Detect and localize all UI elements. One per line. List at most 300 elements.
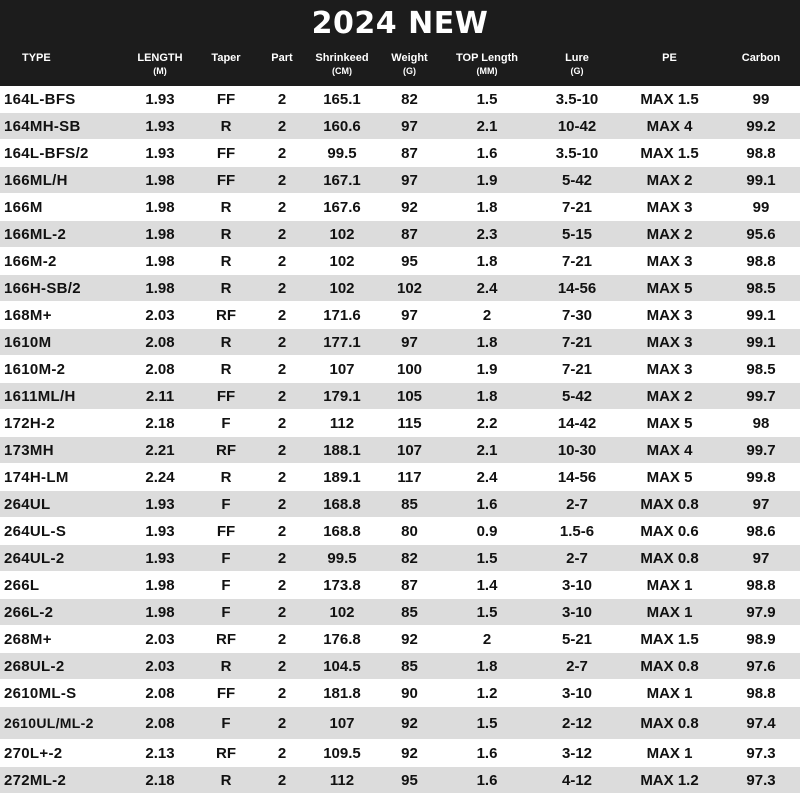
table-cell-type: 264UL-2 (4, 549, 65, 567)
table-cell-lure: 5-21 (561, 630, 593, 648)
table-cell-pe: MAX 1 (646, 603, 693, 621)
table-cell-type: 166H-SB/2 (4, 279, 81, 297)
table-cell-part: 2 (277, 279, 287, 297)
table-row (0, 113, 800, 140)
table-cell-type: 264UL-S (4, 522, 67, 540)
table-cell-length: 2.11 (145, 387, 175, 405)
table-cell-type: 1610M-2 (4, 360, 66, 378)
table-cell-lure: 5-42 (561, 387, 593, 405)
table-cell-part: 2 (277, 360, 287, 378)
table-cell-weight: 97 (401, 333, 418, 351)
table-cell-type: 172H-2 (4, 414, 55, 432)
table-cell-weight: 115 (397, 414, 422, 432)
table-cell-length: 1.98 (145, 603, 175, 621)
table-row (0, 167, 800, 194)
table-row (0, 767, 800, 794)
table-cell-part: 2 (277, 576, 287, 594)
table-cell-pe: MAX 3 (646, 333, 693, 351)
table-cell-top-length: 1.5 (476, 90, 498, 108)
table-cell-lure: 3-10 (561, 684, 593, 702)
column-header-taper (190, 52, 262, 78)
table-cell-lure: 2-12 (561, 714, 593, 732)
page-title: 2024 NEW (311, 6, 489, 41)
table-cell-type: 166ML-2 (4, 225, 67, 243)
table-cell-weight: 97 (401, 117, 418, 135)
table-cell-lure: 5-42 (561, 171, 593, 189)
table-cell-weight: 82 (401, 549, 418, 567)
table-cell-pe: MAX 1.5 (640, 90, 699, 108)
table-cell-carbon: 98.8 (746, 684, 776, 702)
table-cell-top-length: 1.8 (476, 333, 498, 351)
table-cell-lure: 7-21 (561, 360, 593, 378)
table-cell-carbon: 98.6 (746, 522, 776, 540)
table-cell-carbon: 97.3 (746, 744, 776, 762)
table-cell-shrinkeed: 167.1 (323, 171, 361, 189)
table-cell-lure: 10-30 (557, 441, 597, 459)
table-row (0, 572, 800, 599)
table-cell-lure: 3-12 (561, 744, 593, 762)
table-cell-carbon: 98 (752, 414, 770, 432)
table-cell-shrinkeed: 102 (329, 225, 355, 243)
table-cell-part: 2 (277, 522, 287, 540)
table-cell-lure: 2-7 (566, 549, 588, 567)
column-header-pe (617, 52, 722, 78)
table-cell-part: 2 (277, 744, 287, 762)
column-header-label: TYPE (22, 52, 51, 64)
spec-table (0, 86, 800, 794)
table-cell-pe: MAX 4 (646, 117, 693, 135)
table-cell-length: 2.08 (145, 360, 175, 378)
column-header-type (0, 52, 130, 78)
column-header-label: Carbon (741, 52, 781, 64)
table-cell-length: 1.98 (145, 279, 175, 297)
table-row (0, 194, 800, 221)
table-cell-weight: 107 (396, 441, 423, 459)
table-cell-shrinkeed: 102 (329, 603, 355, 621)
table-row (0, 545, 800, 572)
table-cell-type: 164MH-SB (4, 117, 81, 135)
table-row (0, 599, 800, 626)
table-cell-taper: RF (216, 744, 236, 762)
table-cell-part: 2 (277, 225, 287, 243)
table-cell-lure: 14-56 (557, 468, 597, 486)
table-cell-part: 2 (277, 441, 287, 459)
table-cell-part: 2 (277, 333, 287, 351)
table-cell-top-length: 1.2 (476, 684, 498, 702)
column-header-label: Taper (211, 52, 241, 64)
table-cell-shrinkeed: 189.1 (323, 468, 361, 486)
table-cell-part: 2 (277, 198, 287, 216)
table-cell-lure: 3-10 (561, 603, 593, 621)
table-cell-length: 2.08 (145, 684, 175, 702)
table-cell-taper: R (220, 771, 232, 789)
table-row (0, 275, 800, 302)
table-cell-shrinkeed: 168.8 (323, 495, 361, 513)
table-cell-type: 174H-LM (4, 468, 69, 486)
table-row (0, 707, 800, 740)
table-row (0, 140, 800, 167)
table-cell-taper: FF (216, 387, 236, 405)
table-cell-lure: 14-56 (557, 279, 597, 297)
table-cell-carbon: 99.8 (746, 468, 776, 486)
table-cell-carbon: 99.1 (746, 171, 776, 189)
table-cell-top-length: 1.5 (476, 714, 498, 732)
table-cell-taper: R (220, 657, 232, 675)
table-cell-taper: R (220, 279, 232, 297)
table-cell-pe: MAX 3 (646, 306, 693, 324)
table-cell-shrinkeed: 102 (329, 252, 355, 270)
table-cell-pe: MAX 5 (646, 279, 693, 297)
table-cell-taper: RF (216, 306, 236, 324)
table-row (0, 464, 800, 491)
table-cell-top-length: 1.6 (476, 144, 498, 162)
table-cell-length: 2.08 (145, 333, 175, 351)
table-cell-shrinkeed: 179.1 (323, 387, 361, 405)
table-cell-part: 2 (277, 387, 287, 405)
table-cell-type: 272ML-2 (4, 771, 67, 789)
table-cell-lure: 4-12 (561, 771, 593, 789)
table-cell-carbon: 98.5 (746, 279, 776, 297)
table-cell-carbon: 97 (752, 549, 770, 567)
table-cell-length: 1.98 (145, 225, 175, 243)
table-cell-lure: 5-15 (561, 225, 593, 243)
table-cell-pe: MAX 4 (646, 441, 693, 459)
table-cell-weight: 82 (401, 90, 418, 108)
table-cell-top-length: 2.1 (476, 441, 498, 459)
table-cell-top-length: 2.1 (476, 117, 498, 135)
table-cell-lure: 14-42 (557, 414, 597, 432)
table-cell-weight: 100 (396, 360, 423, 378)
table-cell-carbon: 97.9 (746, 603, 776, 621)
table-cell-taper: R (220, 333, 232, 351)
table-cell-carbon: 99.2 (746, 117, 776, 135)
table-cell-pe: MAX 2 (646, 225, 693, 243)
table-cell-pe: MAX 3 (646, 198, 693, 216)
table-cell-weight: 90 (401, 684, 418, 702)
table-cell-carbon: 97.3 (746, 771, 776, 789)
table-cell-shrinkeed: 165.1 (323, 90, 361, 108)
table-cell-lure: 1.5-6 (559, 522, 595, 540)
table-cell-lure: 3.5-10 (555, 144, 599, 162)
table-cell-part: 2 (277, 306, 287, 324)
table-cell-weight: 92 (401, 744, 418, 762)
column-header-unit: (MM) (476, 66, 498, 76)
table-cell-shrinkeed: 112 (329, 414, 355, 432)
table-cell-top-length: 1.6 (476, 744, 498, 762)
table-cell-weight: 85 (401, 495, 418, 513)
table-cell-shrinkeed: 167.6 (323, 198, 361, 216)
table-cell-type: 166ML/H (4, 171, 68, 189)
table-cell-taper: R (220, 252, 232, 270)
table-cell-lure: 7-30 (561, 306, 593, 324)
table-cell-weight: 95 (401, 252, 418, 270)
table-cell-weight: 95 (401, 771, 418, 789)
table-cell-pe: MAX 5 (646, 414, 693, 432)
column-header-top-length (437, 52, 537, 78)
table-cell-top-length: 1.8 (476, 657, 498, 675)
table-cell-top-length: 1.8 (476, 198, 498, 216)
table-cell-type: 266L-2 (4, 603, 54, 621)
table-cell-length: 2.21 (145, 441, 175, 459)
table-cell-pe: MAX 0.6 (640, 522, 699, 540)
column-header-carbon (722, 52, 800, 78)
column-header-weight (382, 52, 437, 78)
table-cell-type: 270L+-2 (4, 744, 63, 762)
table-cell-part: 2 (277, 90, 287, 108)
table-cell-length: 1.98 (145, 252, 175, 270)
table-cell-length: 1.93 (145, 144, 175, 162)
table-cell-shrinkeed: 168.8 (323, 522, 361, 540)
table-row (0, 680, 800, 707)
table-cell-pe: MAX 1 (646, 684, 693, 702)
table-cell-length: 2.03 (145, 306, 175, 324)
table-cell-type: 2610UL/ML-2 (4, 714, 94, 731)
table-row (0, 383, 800, 410)
table-cell-length: 1.98 (145, 171, 175, 189)
table-cell-top-length: 1.5 (476, 549, 498, 567)
table-cell-shrinkeed: 99.5 (327, 144, 357, 162)
table-cell-carbon: 99 (752, 198, 770, 216)
table-cell-top-length: 2 (482, 630, 492, 648)
table-row (0, 653, 800, 680)
table-cell-pe: MAX 1.5 (640, 144, 699, 162)
table-cell-carbon: 99.7 (746, 441, 776, 459)
table-cell-length: 2.13 (145, 744, 175, 762)
table-cell-part: 2 (277, 468, 287, 486)
column-header-unit: (G) (570, 66, 584, 76)
column-header-unit: (G) (403, 66, 416, 76)
table-cell-top-length: 2 (482, 306, 492, 324)
table-cell-taper: F (221, 414, 231, 432)
table-cell-shrinkeed: 104.5 (323, 657, 361, 675)
table-cell-taper: R (220, 468, 232, 486)
table-cell-taper: F (221, 495, 231, 513)
table-cell-pe: MAX 1 (646, 576, 693, 594)
table-cell-weight: 85 (401, 657, 418, 675)
table-cell-type: 168M+ (4, 306, 52, 324)
table-row (0, 626, 800, 653)
table-cell-weight: 80 (401, 522, 418, 540)
table-cell-top-length: 1.8 (476, 387, 498, 405)
table-cell-lure: 7-21 (561, 252, 593, 270)
table-row (0, 86, 800, 113)
table-cell-carbon: 98.8 (746, 252, 776, 270)
table-cell-taper: RF (216, 630, 236, 648)
table-cell-type: 164L-BFS (4, 90, 76, 108)
table-cell-weight: 92 (401, 198, 418, 216)
column-header-shrinkeed (302, 52, 382, 78)
table-cell-lure: 3.5-10 (555, 90, 599, 108)
table-cell-carbon: 98.8 (746, 576, 776, 594)
column-header-label: Part (271, 52, 293, 64)
column-header-unit: (CM) (332, 66, 352, 76)
table-cell-lure: 7-21 (561, 333, 593, 351)
table-cell-taper: RF (216, 441, 236, 459)
table-cell-shrinkeed: 107 (329, 714, 355, 732)
table-cell-length: 1.93 (145, 549, 175, 567)
table-cell-top-length: 2.4 (476, 279, 498, 297)
column-header-label: Weight (391, 52, 428, 64)
table-cell-pe: MAX 5 (646, 468, 693, 486)
table-cell-weight: 117 (397, 468, 422, 486)
table-cell-lure: 2-7 (566, 657, 588, 675)
table-cell-lure: 10-42 (557, 117, 597, 135)
table-cell-shrinkeed: 112 (329, 771, 355, 789)
table-cell-carbon: 97.4 (746, 714, 776, 732)
table-cell-carbon: 98.8 (746, 144, 776, 162)
table-row (0, 518, 800, 545)
table-cell-carbon: 99.1 (746, 306, 776, 324)
table-cell-taper: R (220, 198, 232, 216)
table-cell-weight: 97 (401, 306, 418, 324)
table-cell-top-length: 1.6 (476, 495, 498, 513)
table-cell-length: 2.08 (145, 714, 175, 732)
table-cell-pe: MAX 1.5 (640, 630, 699, 648)
table-cell-part: 2 (277, 549, 287, 567)
table-cell-length: 1.98 (145, 576, 175, 594)
table-cell-pe: MAX 3 (646, 252, 693, 270)
table-cell-length: 2.03 (145, 630, 175, 648)
table-cell-length: 1.93 (145, 522, 175, 540)
table-cell-part: 2 (277, 714, 287, 732)
table-cell-weight: 105 (396, 387, 423, 405)
table-row (0, 491, 800, 518)
table-cell-shrinkeed: 181.8 (323, 684, 361, 702)
table-cell-part: 2 (277, 414, 287, 432)
table-cell-part: 2 (277, 771, 287, 789)
table-cell-length: 1.93 (145, 117, 175, 135)
table-cell-taper: F (221, 576, 231, 594)
table-cell-pe: MAX 3 (646, 360, 693, 378)
table-cell-length: 1.93 (145, 495, 175, 513)
column-header-part (262, 52, 302, 78)
table-cell-shrinkeed: 171.6 (323, 306, 361, 324)
table-cell-top-length: 1.5 (476, 603, 498, 621)
table-cell-weight: 87 (401, 225, 418, 243)
table-cell-pe: MAX 2 (646, 387, 693, 405)
table-cell-top-length: 2.2 (476, 414, 498, 432)
table-cell-type: 166M-2 (4, 252, 57, 270)
column-header-label: LENGTH (137, 52, 183, 64)
table-cell-length: 2.24 (145, 468, 175, 486)
table-cell-taper: F (221, 603, 231, 621)
table-cell-lure: 3-10 (561, 576, 593, 594)
table-cell-pe: MAX 1.2 (640, 771, 699, 789)
table-cell-part: 2 (277, 684, 287, 702)
table-cell-carbon: 97 (752, 495, 770, 513)
table-cell-taper: R (220, 117, 232, 135)
table-cell-taper: F (221, 714, 231, 732)
table-cell-top-length: 1.4 (476, 576, 498, 594)
table-cell-type: 1610M (4, 333, 52, 351)
table-cell-carbon: 98.5 (746, 360, 776, 378)
table-cell-part: 2 (277, 603, 287, 621)
table-cell-taper: R (220, 360, 232, 378)
table-cell-type: 166M (4, 198, 43, 216)
table-cell-length: 2.03 (145, 657, 175, 675)
table-cell-carbon: 97.6 (746, 657, 776, 675)
table-cell-pe: MAX 1 (646, 744, 693, 762)
table-cell-shrinkeed: 102 (329, 279, 355, 297)
table-cell-top-length: 1.6 (476, 771, 498, 789)
table-cell-type: 264UL (4, 495, 51, 513)
table-cell-carbon: 99 (752, 90, 770, 108)
table-row (0, 221, 800, 248)
table-cell-weight: 85 (401, 603, 418, 621)
table-row (0, 740, 800, 767)
table-cell-taper: FF (216, 522, 236, 540)
table-cell-top-length: 2.4 (476, 468, 498, 486)
column-header-unit: (M) (153, 66, 167, 76)
table-cell-type: 164L-BFS/2 (4, 144, 89, 162)
column-header-lure (537, 52, 617, 78)
table-cell-shrinkeed: 107 (329, 360, 355, 378)
table-row (0, 329, 800, 356)
table-cell-shrinkeed: 177.1 (323, 333, 361, 351)
table-cell-shrinkeed: 109.5 (323, 744, 361, 762)
table-cell-pe: MAX 0.8 (640, 495, 699, 513)
table-cell-weight: 102 (396, 279, 423, 297)
table-cell-carbon: 95.6 (746, 225, 776, 243)
table-cell-pe: MAX 0.8 (640, 549, 699, 567)
table-cell-top-length: 0.9 (476, 522, 498, 540)
table-cell-weight: 92 (401, 630, 418, 648)
table-cell-pe: MAX 2 (646, 171, 693, 189)
table-cell-weight: 87 (401, 144, 418, 162)
table-cell-top-length: 2.3 (476, 225, 498, 243)
table-cell-taper: F (221, 549, 231, 567)
column-header-label: TOP Length (456, 52, 518, 64)
table-cell-type: 173MH (4, 441, 54, 459)
table-cell-part: 2 (277, 630, 287, 648)
table-cell-type: 1611ML/H (4, 387, 76, 405)
table-cell-shrinkeed: 99.5 (327, 549, 357, 567)
table-row (0, 302, 800, 329)
table-cell-shrinkeed: 160.6 (323, 117, 361, 135)
table-cell-taper: FF (216, 684, 236, 702)
table-cell-shrinkeed: 173.8 (323, 576, 361, 594)
table-cell-shrinkeed: 188.1 (323, 441, 361, 459)
table-cell-pe: MAX 0.8 (640, 657, 699, 675)
table-row (0, 437, 800, 464)
table-cell-shrinkeed: 176.8 (323, 630, 361, 648)
table-cell-taper: FF (216, 90, 236, 108)
table-cell-taper: FF (216, 171, 236, 189)
table-cell-top-length: 1.8 (476, 252, 498, 270)
table-cell-top-length: 1.9 (476, 171, 498, 189)
table-cell-length: 2.18 (145, 771, 175, 789)
table-cell-lure: 7-21 (561, 198, 593, 216)
table-cell-part: 2 (277, 171, 287, 189)
table-cell-type: 266L (4, 576, 40, 594)
column-headers (0, 52, 800, 78)
table-cell-type: 268UL-2 (4, 657, 65, 675)
table-cell-part: 2 (277, 495, 287, 513)
table-row (0, 248, 800, 275)
table-cell-part: 2 (277, 117, 287, 135)
table-cell-carbon: 98.9 (746, 630, 776, 648)
table-cell-part: 2 (277, 252, 287, 270)
table-cell-part: 2 (277, 144, 287, 162)
table-row (0, 356, 800, 383)
table-cell-part: 2 (277, 657, 287, 675)
table-cell-carbon: 99.7 (746, 387, 776, 405)
table-cell-taper: R (220, 225, 232, 243)
column-header-length (130, 52, 190, 78)
table-header-bar (0, 0, 800, 86)
table-cell-type: 268M+ (4, 630, 52, 648)
table-cell-top-length: 1.9 (476, 360, 498, 378)
